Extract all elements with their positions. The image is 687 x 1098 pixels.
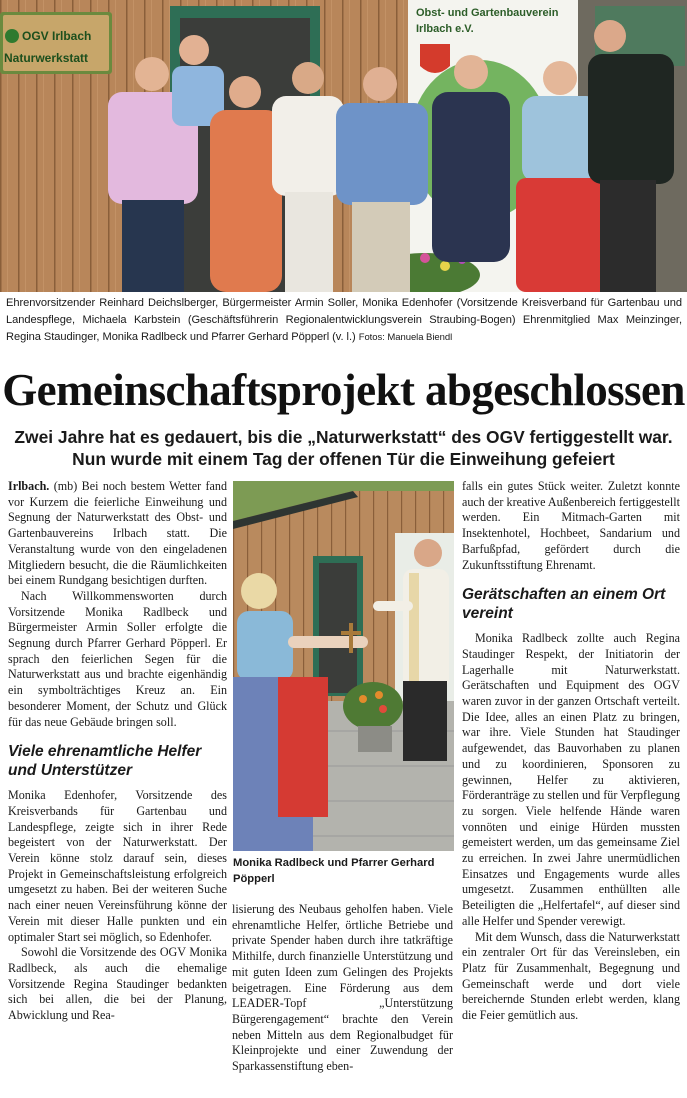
column-2 [232,902,453,1075]
cross-icon [349,623,353,653]
sign-line-1: OGV Irlbach [22,29,92,43]
subheadline: Zwei Jahre hat es gedauert, bis die „Naturwerkstatt“ des OGV fertiggestellt war. Nun wurde mit einem Tag der offenen Tür die Einweihung gefeiert [14,427,673,469]
paragraph-4-continued: lisierung des Neubaus geholfen haben. Viele ehrenamtliche Helfer, örtliche Betriebe und private Spender haben durch ihre tatkräftige Mithilfe, durch finanzielle Unterstützung und mit guten Ideen zum Gelingen des Projekts beigetragen. Eine Förderung aus dem LEADER-Topf „Unterstützung Bürgerengagement“ brachte den Verein neben Mitteln aus dem Regionalbudget für Kleinprojekte und einer Zuwendung der Sparkassenstiftung eben- [232,902,453,1074]
paragraph-5: Monika Radlbeck zollte auch Regina Staudinger Respekt, der Initiatorin der Lagerhalle mit Naturwerkstatt. Gerätschaften und Equipment des OGV waren zuvor in der ganzen Ortschaft verteilt. Die Idee, alles an einen Platz zu bringen, war ihre. Viele Stunden hat Staudinger aufgewendet, das Bauvorhaben zu planen und zu koordinieren, Sponsoren zu gewinnen, Helfer zu aktivieren, Förderanträge zu stellen und für Verpflegung zu sorgen. Viele helfende Hände waren vonnöten und einige Hürden mussten gemeistert werden, um das gemeinsame Ziel zu erreichen. In zwei Jahre unermüdlichen Einsatzes und Engagements wurde alles umgesetzt. Zusammen enthüllten alle Beteiligten die „Helfertafel“, auf dieser sind alle Helfer und Spender verewigt. [462,631,680,928]
paragraph-4-end: falls ein gutes Stück weiter. Zuletzt konnte auch der kreative Außenbereich fertiggestellt werden. Ein Mitmach-Garten mit Insektenhotel, Hochbeet, Sandarium und Barfußpfad, gefördert durch die Zukunftsstiftung Ehrenamt. [462,479,680,572]
banner-line-2: Irlbach e.V. [416,23,474,35]
section-heading-equipment: Gerätschaften an einem Ort vereint [462,586,666,623]
sign-line-2: Naturwerkstatt [4,51,89,65]
column-3 [462,479,680,1024]
group-photo-illustration [0,0,687,292]
paragraph-6: Mit dem Wunsch, dass die Naturwerkstatt ein zentraler Ort für das Vereinsleben, ein Platz für Zusammenhalt, Begegnung und Gemeinschaft werde und dort viele bereichernde Stunden erlebt werden, klang die Feier gemütlich aus. [462,929,680,1023]
caption-text: Ehrenvorsitzender Reinhard Deichslberger, Bürgermeister Armin Soller, Monika Edenhofer (Vorsitzende Kreisverband für Gartenbau und Landespflege, Michaela Karbstein (Geschäftsführerin Regionalentwicklungsverein Straubing-Bogen) Ehrenmitglied Max Meinzinger, Regina Staudinger, Monika Radlbeck und Pfarrer Gerhard Pöpperl (v. l.) [6,297,682,343]
column-1 [8,479,227,1024]
top-photo-caption [6,295,682,346]
dateline: Irlbach. [8,479,50,493]
group-photo [0,0,687,292]
paragraph-1-text: (mb) Bei noch bestem Wetter fand vor Kurzem die feierliche Einweihung und Segnung der Naturwerkstatt des Obst- und Gartenbauvereins Irlbach statt. Die Veranstaltung wurde von den eingeladenen Mitgliedern besucht, die die Räumlichkeiten bei einem Rundgang besichtigen durften. [8,479,227,588]
mid-photo-caption: Monika Radlbeck und Pfarrer Gerhard Pöpperl [233,857,435,885]
blessing-photo-illustration [233,481,454,851]
headline: Gemeinschaftsprojekt abgeschlossen [2,365,685,415]
tree-logo-icon [5,29,19,43]
paragraph-2: Nach Willkommensworten durch Vorsitzende Monika Radlbeck und Bürgermeister Armin Soller erfolgte die Segnung durch Pfarrer Gerhard Pöpperl. Er sprach den feierlichen Segen für die Naturwerkstatt aus und brachte eigenhändig ein symbolträchtiges Kreuz an. Ein besonderer Moment, der Schutz und Glück für das neue Gebäude bringen soll. [8,588,227,729]
section-heading-helpers: Viele ehrenamtliche Helfer und Unterstützer [8,743,202,780]
paragraph-4: Sowohl die Vorsitzende des OGV Monika Radlbeck, als auch die ehemalige Vorsitzende Regina Staudinger bedankten sich bei allen, die bei der Planung, Abwicklung und Rea- [8,945,227,1023]
paragraph-3: Monika Edenhofer, Vorsitzende des Kreisverbands für Gartenbau und Landespflege, zeigte sich in ihrer Rede begeistert von der Naturwerkstatt. Der Verein könne stolz darauf sein, dieses Projekt in Gemeinschaftsleistung erfolgreich umgesetzt zu haben. Bei der weiteren Suche nach einer neuen Vereinsführung könne der Verein mit dieser Halle punkten und ein optimaler Start sei möglich, so Edenhofer. [8,788,227,944]
coat-of-arms-icon [420,44,450,73]
photo-credit: Fotos: Manuela Biendl [358,332,453,343]
banner-line-1: Obst- und Gartenbauverein [416,7,559,19]
blessing-photo [233,481,454,851]
paragraph-1 [8,479,227,589]
